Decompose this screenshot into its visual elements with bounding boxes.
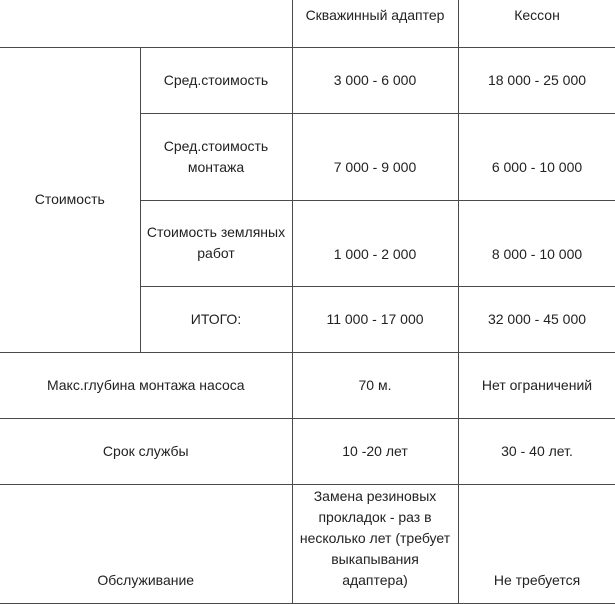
row-label: Макс.глубина монтажа насоса <box>0 352 292 418</box>
cost-caisson-value: 18 000 - 25 000 <box>458 47 615 113</box>
cost-adapter-value: 1 000 - 2 000 <box>292 200 458 286</box>
cost-row-label: Стоимость земляных работ <box>140 200 292 286</box>
row-label: Обслуживание <box>0 484 292 603</box>
cost-group-label: Стоимость <box>0 47 140 352</box>
row-service-life <box>0 418 615 484</box>
adapter-value: 10 -20 лет <box>292 418 458 484</box>
cost-row-label: ИТОГО: <box>140 286 292 352</box>
row-label: Срок службы <box>0 418 292 484</box>
adapter-value: Замена резиновых прокладок - раз в несколько лет (требует выкапывания адаптера) <box>292 484 458 603</box>
cost-adapter-value: 3 000 - 6 000 <box>292 47 458 113</box>
header-empty-cell <box>0 0 292 47</box>
caisson-value: Не требуется <box>458 484 615 603</box>
cost-adapter-value: 11 000 - 17 000 <box>292 286 458 352</box>
adapter-value: 70 м. <box>292 352 458 418</box>
cost-caisson-value: 8 000 - 10 000 <box>458 200 615 286</box>
header-row <box>0 0 615 47</box>
caisson-value: Нет ограничений <box>458 352 615 418</box>
cost-adapter-value: 7 000 - 9 000 <box>292 113 458 200</box>
cost-row-label: Сред.стоимость монтажа <box>140 113 292 200</box>
header-adapter: Скважинный адаптер <box>292 0 458 47</box>
cost-row-label: Сред.стоимость <box>140 47 292 113</box>
header-caisson: Кессон <box>458 0 615 47</box>
caisson-value: 30 - 40 лет. <box>458 418 615 484</box>
cost-caisson-value: 32 000 - 45 000 <box>458 286 615 352</box>
cost-row-avg <box>0 47 615 113</box>
row-maintenance <box>0 484 615 603</box>
row-max-depth <box>0 352 615 418</box>
cost-caisson-value: 6 000 - 10 000 <box>458 113 615 200</box>
